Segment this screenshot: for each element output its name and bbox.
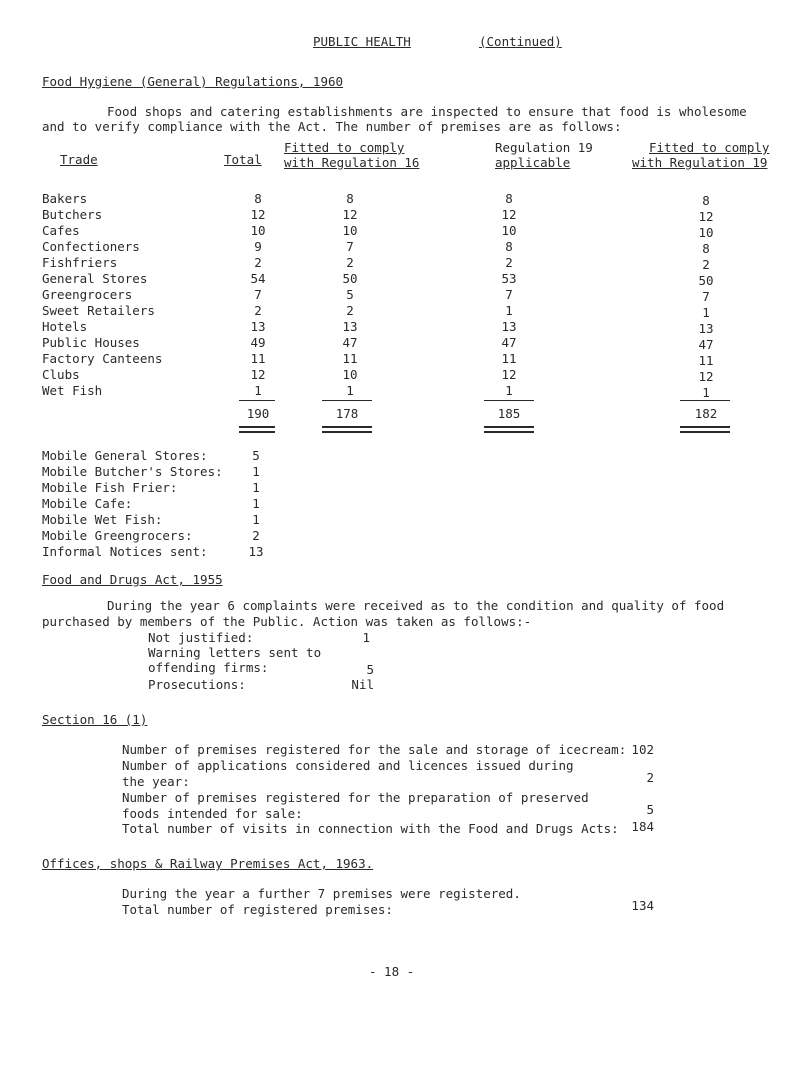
row-trade: Public Houses: [42, 335, 140, 350]
section16-heading: Section 16 (1): [42, 712, 148, 727]
row-total: 10: [250, 223, 266, 238]
row-total: 54: [250, 271, 266, 286]
row-fit19: 12: [698, 369, 714, 384]
table-row: [0, 223, 801, 238]
row-trade: Cafes: [42, 223, 80, 238]
offices-value: 134: [631, 898, 654, 913]
page-number: - 18 -: [369, 964, 415, 979]
row-total: 2: [254, 303, 262, 318]
row-fit19: 11: [698, 353, 714, 368]
section16-value: 102: [631, 742, 654, 757]
section16-text: the year:: [122, 774, 190, 789]
row-trade: Wet Fish: [42, 383, 103, 398]
mobile-value: 1: [252, 512, 260, 527]
totals-total: 190: [246, 406, 270, 421]
row-trade: General Stores: [42, 271, 148, 286]
row-total: 49: [250, 335, 266, 350]
row-reg19: 10: [501, 223, 517, 238]
row-trade: Hotels: [42, 319, 88, 334]
sum-rule-total: [239, 400, 275, 401]
food-drugs-para-2: purchased by members of the Public. Action was taken as follows:-: [42, 614, 532, 629]
food-hygiene-heading: Food Hygiene (General) Regulations, 1960: [42, 74, 344, 89]
sum-rule-fit16: [322, 400, 372, 401]
row-fit19: 2: [702, 257, 710, 272]
row-trade: Butchers: [42, 207, 103, 222]
row-fit16: 2: [346, 255, 354, 270]
offices-line-2: Total number of registered premises:: [122, 902, 393, 917]
row-reg19: 53: [501, 271, 517, 286]
mobile-label: Mobile Fish Frier:: [42, 480, 178, 495]
action-label: Prosecutions:: [148, 677, 246, 692]
row-fit16: 11: [342, 351, 358, 366]
mobile-value: 1: [252, 480, 260, 495]
section16-text: Number of premises registered for the preparation of preserved: [122, 790, 589, 805]
action-label: Not justified:: [148, 630, 254, 645]
section16-value: 2: [646, 770, 654, 785]
section16-text: Number of applications considered and licences issued during: [122, 758, 574, 773]
row-reg19: 1: [505, 383, 513, 398]
action-value: 1: [362, 630, 370, 645]
row-fit16: 13: [342, 319, 358, 334]
double-rule-total: [239, 426, 275, 428]
totals-fit19: 182: [694, 406, 718, 421]
page-header-continued: (Continued): [479, 34, 562, 49]
intro-line-2: and to verify compliance with the Act. The number of premises are as follows:: [42, 119, 622, 134]
totals-fit16: 178: [335, 406, 359, 421]
col-header-fit16-a: Fitted to comply: [284, 140, 405, 155]
table-row: [0, 239, 801, 254]
row-fit16: 2: [346, 303, 354, 318]
row-reg19: 12: [501, 367, 517, 382]
table-row: [0, 335, 801, 350]
page-header-title: PUBLIC HEALTH: [313, 34, 411, 49]
row-reg19: 11: [501, 351, 517, 366]
col-header-trade: Trade: [60, 152, 98, 167]
double-rule-fit19-2: [680, 431, 730, 433]
mobile-label: Mobile General Stores:: [42, 448, 208, 463]
row-fit16: 47: [342, 335, 358, 350]
row-total: 7: [254, 287, 262, 302]
row-reg19: 13: [501, 319, 517, 334]
row-reg19: 1: [505, 303, 513, 318]
row-trade: Confectioners: [42, 239, 140, 254]
row-reg19: 8: [505, 239, 513, 254]
double-rule-reg19: [484, 426, 534, 428]
row-total: 2: [254, 255, 262, 270]
section16-text: foods intended for sale:: [122, 806, 303, 821]
action-value: Nil: [351, 677, 374, 692]
section16-text: Number of premises registered for the sale and storage of icecream:: [122, 742, 627, 757]
col-header-fit16-b: with Regulation 16: [284, 155, 420, 170]
table-row: [0, 319, 801, 334]
mobile-label: Mobile Wet Fish:: [42, 512, 163, 527]
sum-rule-reg19: [484, 400, 534, 401]
action-label: offending firms:: [148, 660, 269, 675]
row-fit19: 12: [698, 209, 714, 224]
mobile-value: 1: [252, 464, 260, 479]
row-fit16: 50: [342, 271, 358, 286]
mobile-value: 1: [252, 496, 260, 511]
row-total: 11: [250, 351, 266, 366]
section16-text: Total number of visits in connection with the Food and Drugs Acts:: [122, 821, 619, 836]
col-header-reg19-b: applicable: [495, 155, 571, 170]
col-header-total: Total: [224, 152, 262, 167]
offices-line-1: During the year a further 7 premises were registered.: [122, 886, 521, 901]
col-header-fit19-b: with Regulation 19: [632, 155, 768, 170]
mobile-label: Informal Notices sent:: [42, 544, 208, 559]
double-rule-total-2: [239, 431, 275, 433]
row-fit16: 10: [342, 367, 358, 382]
action-label: Warning letters sent to: [148, 645, 322, 660]
table-row: [0, 207, 801, 222]
row-fit19: 50: [698, 273, 714, 288]
totals-reg19: 185: [497, 406, 521, 421]
mobile-value: 5: [252, 448, 260, 463]
row-reg19: 8: [505, 191, 513, 206]
mobile-value: 13: [248, 544, 264, 559]
row-total: 13: [250, 319, 266, 334]
row-fit19: 10: [698, 225, 714, 240]
intro-line-1: Food shops and catering establishments are inspected to ensure that food is wholesome: [107, 104, 747, 119]
table-row: [0, 287, 801, 302]
row-total: 12: [250, 207, 266, 222]
row-total: 9: [254, 239, 262, 254]
row-fit19: 13: [698, 321, 714, 336]
row-trade: Fishfriers: [42, 255, 118, 270]
section16-value: 184: [631, 819, 654, 834]
table-row: [0, 367, 801, 382]
row-reg19: 2: [505, 255, 513, 270]
food-drugs-heading: Food and Drugs Act, 1955: [42, 572, 223, 587]
row-fit16: 12: [342, 207, 358, 222]
row-fit19: 7: [702, 289, 710, 304]
row-trade: Factory Canteens: [42, 351, 163, 366]
section16-value: 5: [646, 802, 654, 817]
action-value: 5: [366, 662, 374, 677]
double-rule-reg19-2: [484, 431, 534, 433]
row-trade: Bakers: [42, 191, 88, 206]
row-total: 8: [254, 191, 262, 206]
row-fit16: 1: [346, 383, 354, 398]
col-header-reg19-a: Regulation 19: [495, 140, 593, 155]
row-reg19: 12: [501, 207, 517, 222]
row-fit19: 8: [702, 193, 710, 208]
row-trade: Sweet Retailers: [42, 303, 155, 318]
sum-rule-fit19: [680, 400, 730, 401]
table-row: [0, 191, 801, 206]
row-total: 12: [250, 367, 266, 382]
mobile-label: Mobile Greengrocers:: [42, 528, 193, 543]
double-rule-fit16-2: [322, 431, 372, 433]
row-fit19: 1: [702, 385, 710, 400]
row-fit16: 5: [346, 287, 354, 302]
row-fit19: 8: [702, 241, 710, 256]
mobile-label: Mobile Cafe:: [42, 496, 133, 511]
table-row: [0, 383, 801, 398]
table-row: [0, 255, 801, 270]
mobile-label: Mobile Butcher's Stores:: [42, 464, 223, 479]
table-row: [0, 303, 801, 318]
double-rule-fit19: [680, 426, 730, 428]
row-trade: Clubs: [42, 367, 80, 382]
mobile-value: 2: [252, 528, 260, 543]
row-reg19: 7: [505, 287, 513, 302]
table-row: [0, 351, 801, 366]
row-fit16: 10: [342, 223, 358, 238]
row-fit19: 1: [702, 305, 710, 320]
col-header-fit19-a: Fitted to comply: [649, 140, 770, 155]
table-row: [0, 271, 801, 286]
row-total: 1: [254, 383, 262, 398]
double-rule-fit16: [322, 426, 372, 428]
row-trade: Greengrocers: [42, 287, 133, 302]
row-fit19: 47: [698, 337, 714, 352]
row-reg19: 47: [501, 335, 517, 350]
food-drugs-para-1: During the year 6 complaints were received as to the condition and quality of food: [107, 598, 725, 613]
row-fit16: 8: [346, 191, 354, 206]
offices-heading: Offices, shops & Railway Premises Act, 1963.: [42, 856, 374, 871]
row-fit16: 7: [346, 239, 354, 254]
